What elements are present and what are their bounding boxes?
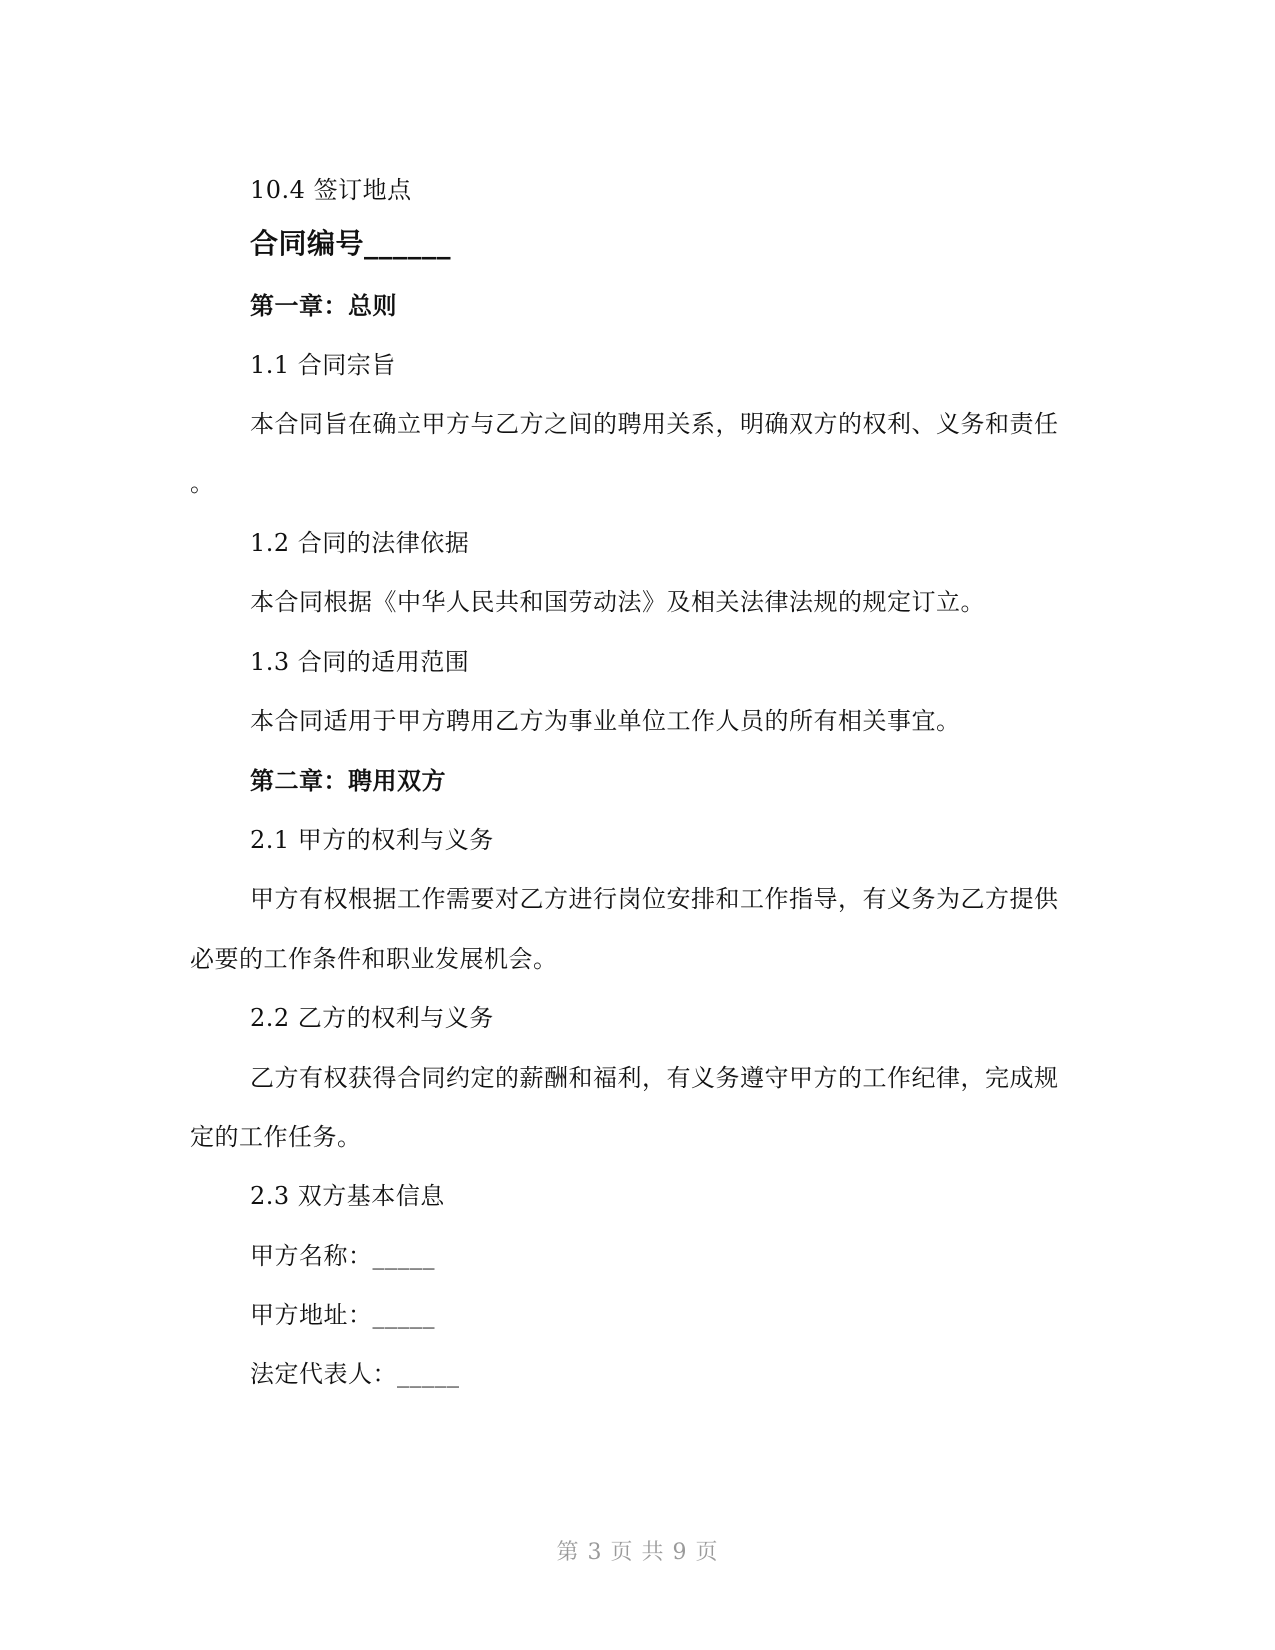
section-2-1-heading: 2.1 甲方的权利与义务 xyxy=(250,826,494,854)
paragraph-1-2: 本合同根据《中华人民共和国劳动法》及相关法律法规的规定订立。 xyxy=(250,588,985,616)
paragraph-2-2-line-1: 乙方有权获得合同约定的薪酬和福利，有义务遵守甲方的工作纪律，完成规 xyxy=(250,1064,1059,1092)
section-2-2-heading: 2.2 乙方的权利与义务 xyxy=(250,1004,494,1032)
legal-representative-field: 法定代表人：_____ xyxy=(250,1360,460,1388)
contract-number-title: 合同编号______ xyxy=(250,227,452,260)
chapter-1-heading: 第一章：总则 xyxy=(250,292,397,320)
party-a-name-field: 甲方名称：_____ xyxy=(250,1242,435,1270)
page-number-footer: 第 3 页 共 9 页 xyxy=(556,1540,719,1565)
section-1-2-heading: 1.2 合同的法律依据 xyxy=(250,529,470,557)
section-10-4-heading: 10.4 签订地点 xyxy=(250,176,412,204)
paragraph-1-1-line-2: 。 xyxy=(190,469,215,497)
section-1-1-heading: 1.1 合同宗旨 xyxy=(250,351,396,379)
paragraph-1-3: 本合同适用于甲方聘用乙方为事业单位工作人员的所有相关事宜。 xyxy=(250,707,961,735)
section-2-3-heading: 2.3 双方基本信息 xyxy=(250,1182,445,1210)
paragraph-2-2-line-2: 定的工作任务。 xyxy=(190,1123,362,1151)
chapter-2-heading: 第二章：聘用双方 xyxy=(250,767,446,795)
section-1-3-heading: 1.3 合同的适用范围 xyxy=(250,648,470,676)
paragraph-2-1-line-2: 必要的工作条件和职业发展机会。 xyxy=(190,945,558,973)
party-a-address-field: 甲方地址：_____ xyxy=(250,1301,435,1329)
paragraph-2-1-line-1: 甲方有权根据工作需要对乙方进行岗位安排和工作指导，有义务为乙方提供 xyxy=(250,885,1059,913)
paragraph-1-1-line-1: 本合同旨在确立甲方与乙方之间的聘用关系，明确双方的权利、义务和责任 xyxy=(250,410,1059,438)
